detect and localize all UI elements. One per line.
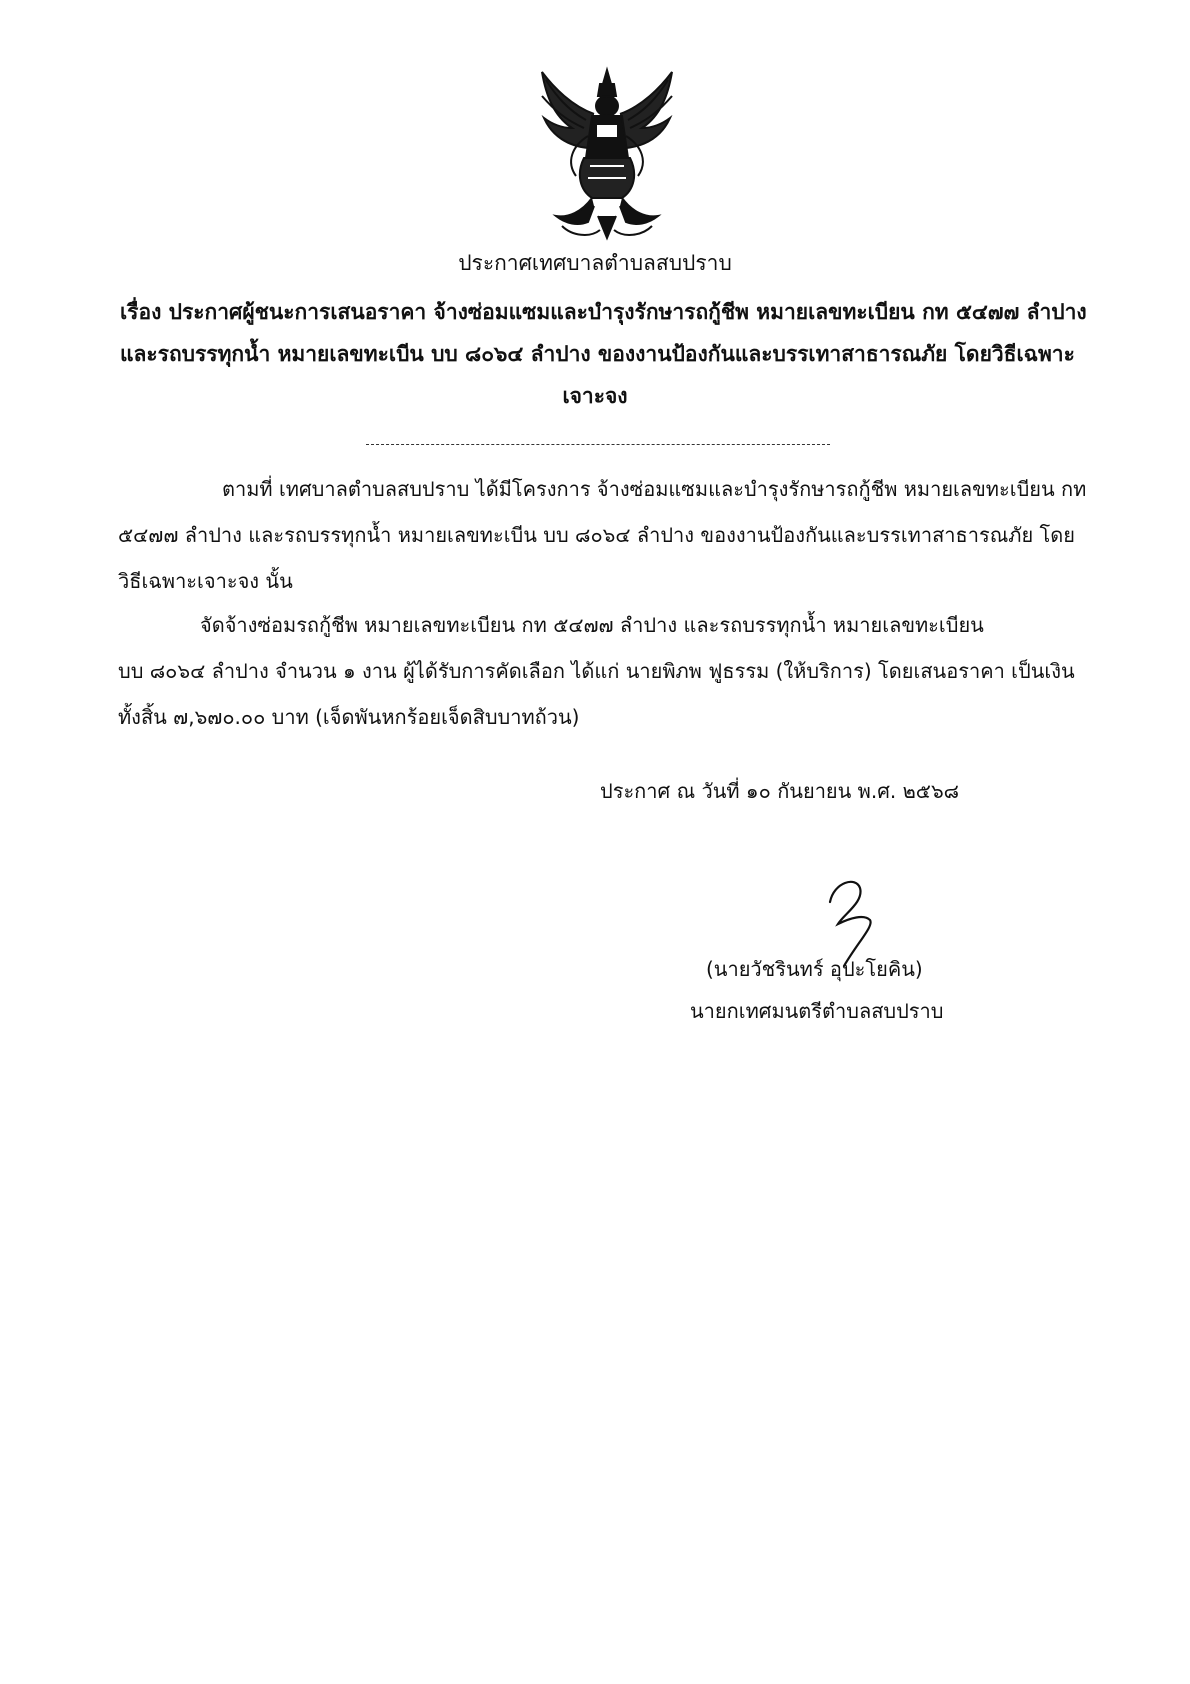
signer-title: นายกเทศมนตรีตำบลสบปราบ — [690, 999, 944, 1023]
subject-line: และรถบรรทุกน้ำ หมายเลขทะเบีน บบ ๘๐๖๔ ลำปาง ของงานป้องกันและบรรเทาสาธารณภัย โดยวิธีเฉพาะ — [120, 342, 1075, 366]
paragraph-line: ทั้งสิ้น ๗,๖๗๐.๐๐ บาท (เจ็ดพันหกร้อยเจ็ดสิบบาทถ้วน) — [118, 705, 580, 729]
garuda-emblem-icon — [532, 66, 682, 242]
divider-line — [366, 444, 830, 445]
paragraph-line: บบ ๘๐๖๔ ลำปาง จำนวน ๑ งาน ผู้ได้รับการคัดเลือก ได้แก่ นายพิภพ ฟูธรรม (ให้บริการ) โดยเสนอราคา เป็นเงิน — [118, 659, 1075, 683]
announcement-title: ประกาศเทศบาลตำบลสบปราบ — [458, 251, 732, 275]
body-paragraph-2 — [118, 602, 1075, 740]
body-paragraph-1 — [118, 466, 1087, 604]
paragraph-line: ตามที่ เทศบาลตำบลสบปราบ ได้มีโครงการ จ้างซ่อมแซมและบำรุงรักษารถกู้ชีพ หมายเลขทะเบียน กท — [222, 477, 1087, 501]
subject-line: เรื่อง ประกาศผู้ชนะการเสนอราคา จ้างซ่อมแซมและบำรุงรักษารถกู้ชีพ หมายเลขทะเบียน กท ๕๔๗๗ ลำปาง — [120, 300, 1087, 324]
subject-line: เจาะจง — [562, 384, 628, 408]
announcement-date: ประกาศ ณ วันที่ ๑๐ กันยายน พ.ศ. ๒๕๖๘ — [600, 779, 960, 803]
paragraph-line: จัดจ้างซ่อมรถกู้ชีพ หมายเลขทะเบียน กท ๕๔๗๗ ลำปาง และรถบรรทุกน้ำ หมายเลขทะเบียน — [200, 613, 984, 637]
paragraph-line: วิธีเฉพาะเจาะจง นั้น — [118, 569, 293, 593]
paragraph-line: ๕๔๗๗ ลำปาง และรถบรรทุกน้ำ หมายเลขทะเบีน บบ ๘๐๖๔ ลำปาง ของงานป้องกันและบรรเทาสาธารณภัย โดย — [118, 523, 1075, 547]
signer-name: (นายวัชรินทร์ อุปะโยคิน) — [706, 957, 923, 981]
subject-block — [120, 291, 1087, 417]
